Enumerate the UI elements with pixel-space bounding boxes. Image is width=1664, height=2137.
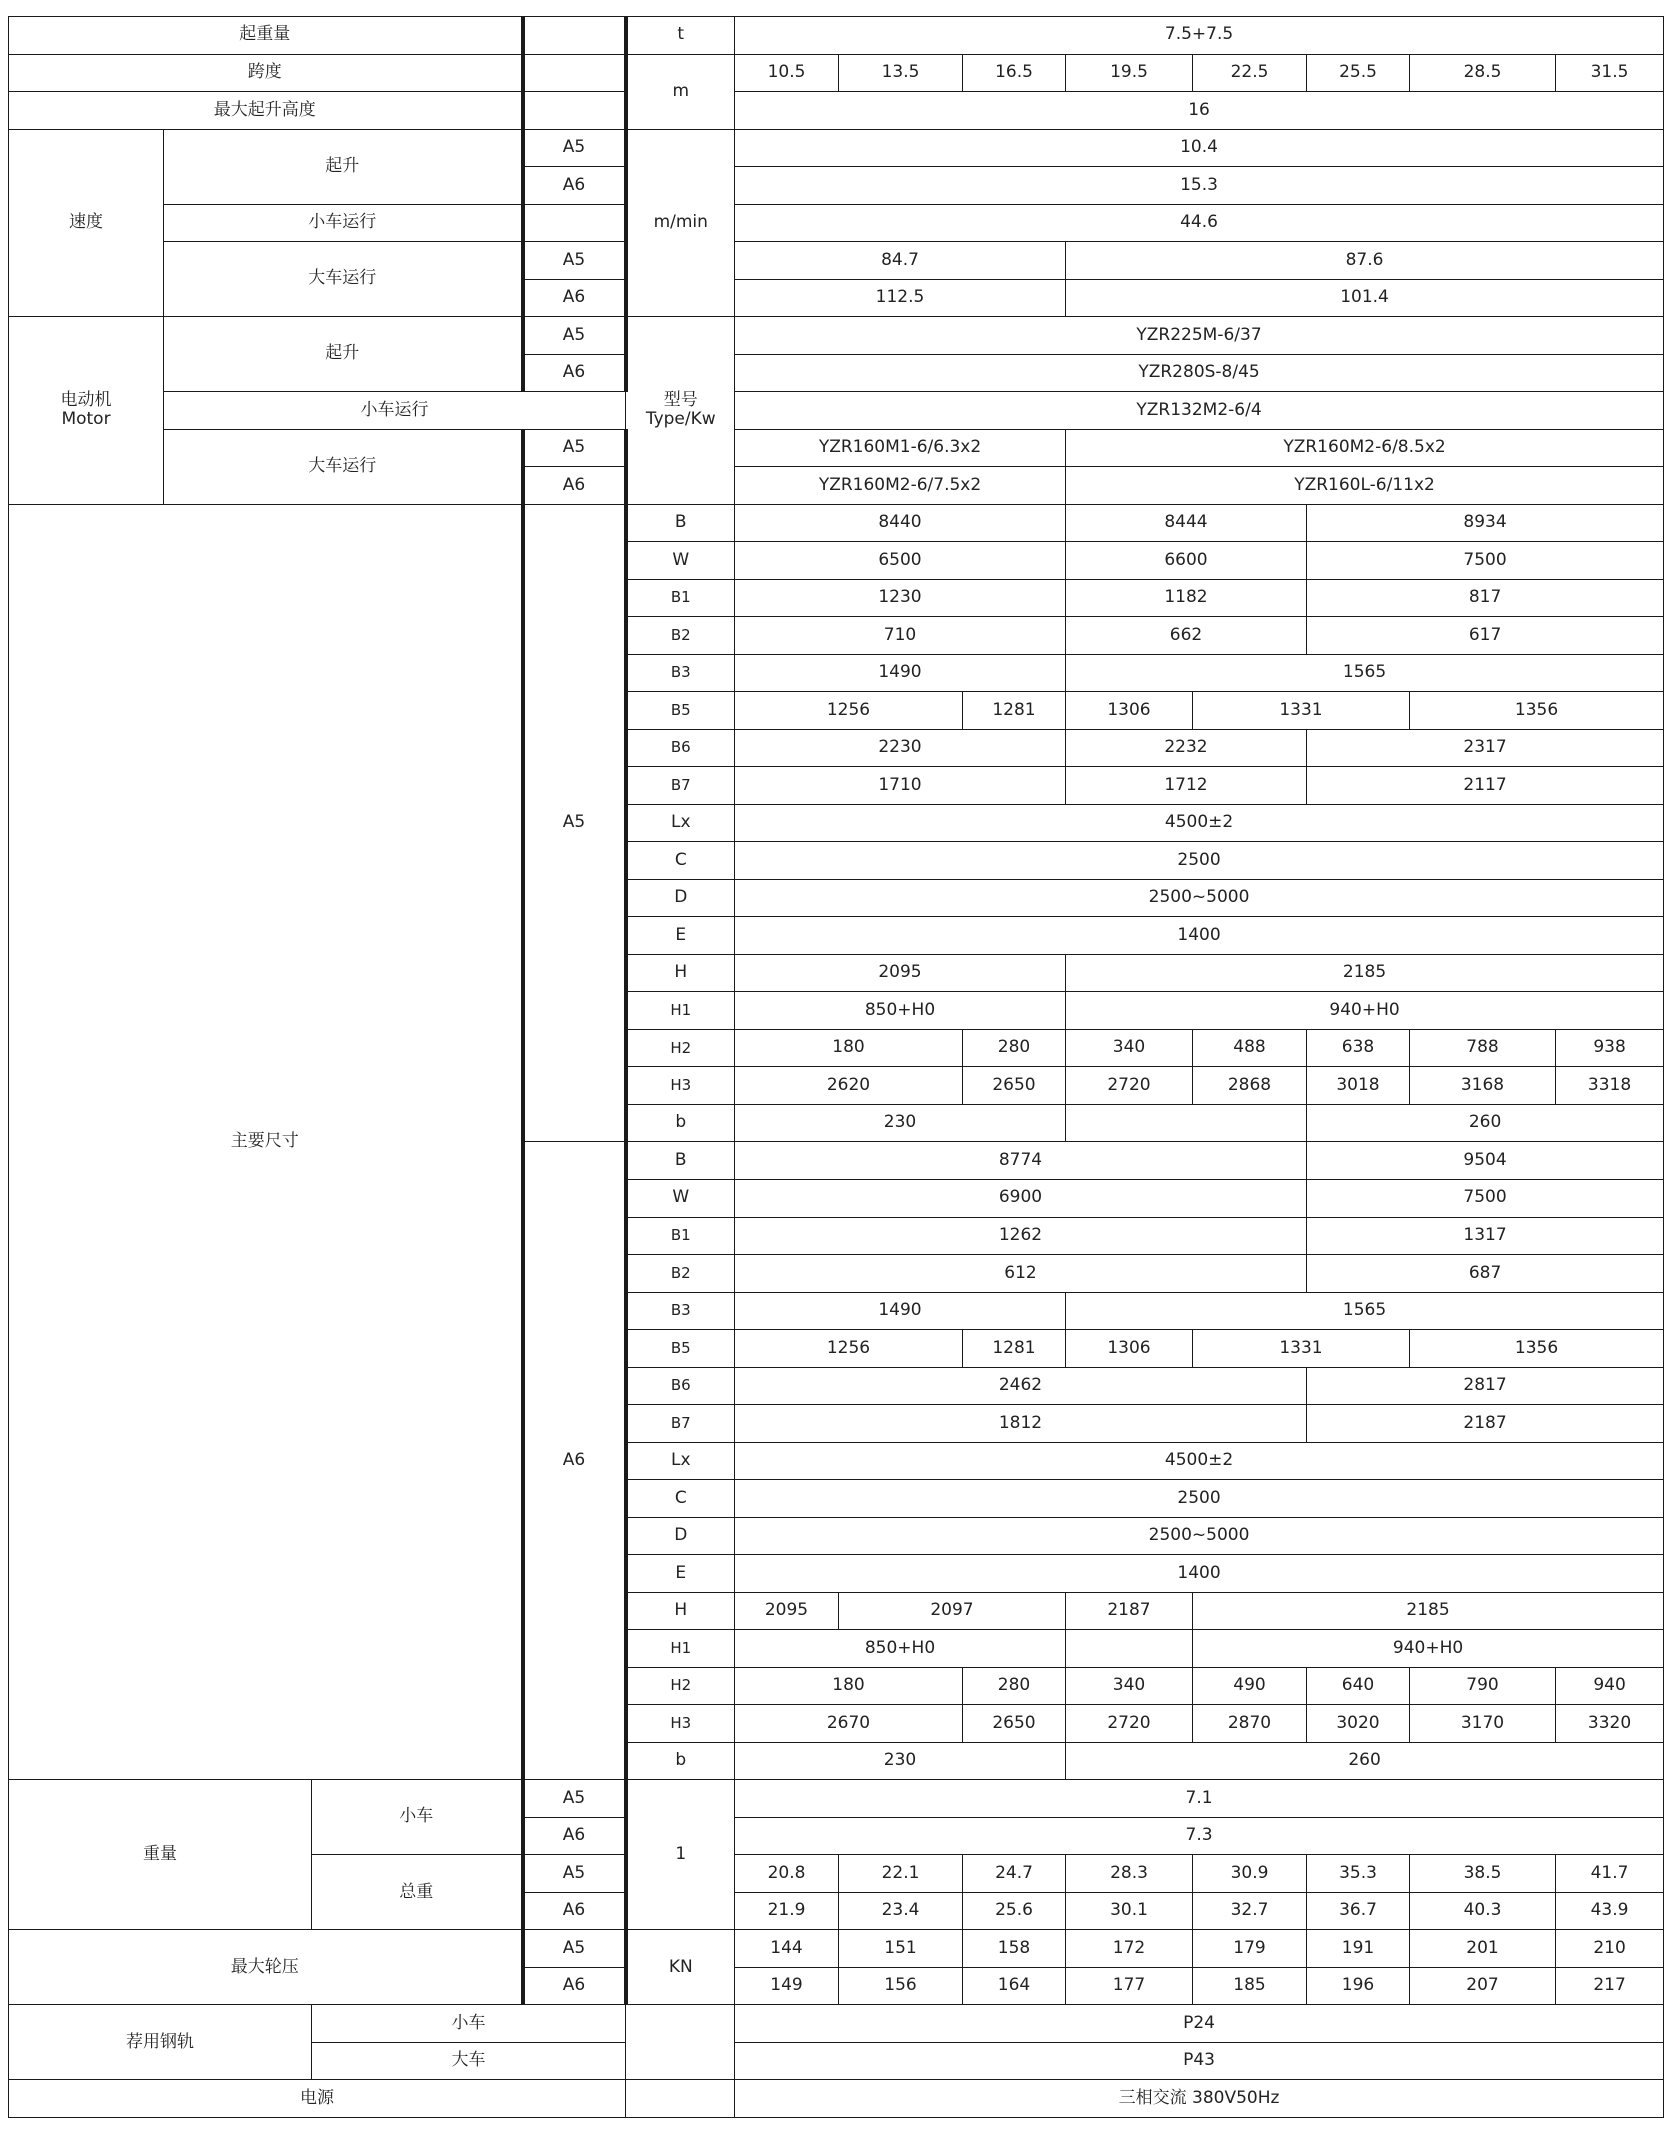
table-cell: A5 — [523, 1855, 626, 1893]
table-cell: 940+H0 — [1193, 1630, 1664, 1668]
table-cell: 640 — [1307, 1667, 1410, 1705]
table-cell: 28.5 — [1410, 54, 1556, 92]
table-cell: 1565 — [1066, 654, 1664, 692]
table-cell: 最大轮压 — [9, 1930, 523, 2005]
table-cell: 38.5 — [1410, 1855, 1556, 1893]
table-cell: 25.5 — [1307, 54, 1410, 92]
table-cell: A6 — [523, 1142, 626, 1780]
table-cell: YZR225M-6/37 — [735, 317, 1664, 355]
table-cell: 156 — [839, 1967, 963, 2005]
table-cell: 6500 — [735, 542, 1066, 580]
table-cell: 207 — [1410, 1967, 1556, 2005]
table-cell: 3168 — [1410, 1067, 1556, 1105]
table-cell: 最大起升高度 — [9, 92, 523, 130]
table-cell: 小车运行 — [164, 392, 626, 430]
table-cell: 1565 — [1066, 1292, 1664, 1330]
table-cell: 2870 — [1193, 1705, 1307, 1743]
table-cell: B1 — [626, 1217, 735, 1255]
table-cell: 24.7 — [963, 1855, 1066, 1893]
table-cell: B3 — [626, 654, 735, 692]
table-cell: 8934 — [1307, 504, 1664, 542]
table-cell: 201 — [1410, 1930, 1556, 1968]
table-cell: YZR160M2-6/8.5x2 — [1066, 429, 1664, 467]
table-cell: 起升 — [164, 317, 523, 392]
table-cell — [626, 2080, 735, 2118]
table-cell: 158 — [963, 1930, 1066, 1968]
table-cell: H2 — [626, 1029, 735, 1067]
table-cell: 43.9 — [1556, 1892, 1664, 1930]
table-cell: 1306 — [1066, 1330, 1193, 1368]
table-cell: 1812 — [735, 1405, 1307, 1443]
table-cell: 22.5 — [1193, 54, 1307, 92]
table-cell: 662 — [1066, 617, 1307, 655]
table-cell: 1400 — [735, 917, 1664, 955]
table-cell: 荐用钢轨 — [9, 2005, 312, 2080]
table-cell — [523, 92, 626, 130]
table-cell: 2650 — [963, 1067, 1066, 1105]
table-cell: 型号 Type/Kw — [626, 317, 735, 505]
table-cell: A6 — [523, 1892, 626, 1930]
table-cell: 1256 — [735, 1330, 963, 1368]
table-row — [9, 317, 1664, 355]
table-cell: 940+H0 — [1066, 992, 1664, 1030]
table-cell: 101.4 — [1066, 279, 1664, 317]
table-cell: A5 — [523, 242, 626, 280]
table-cell: A6 — [523, 467, 626, 505]
table-cell: 340 — [1066, 1029, 1193, 1067]
table-cell: 790 — [1410, 1667, 1556, 1705]
table-cell — [1066, 1104, 1307, 1142]
table-cell: A5 — [523, 504, 626, 1142]
table-cell: 172 — [1066, 1930, 1193, 1968]
table-cell: B7 — [626, 767, 735, 805]
table-cell: A5 — [523, 1930, 626, 1968]
table-cell: 大车 — [312, 2042, 626, 2080]
table-cell: 20.8 — [735, 1855, 839, 1893]
table-cell: 280 — [963, 1667, 1066, 1705]
table-cell: YZR132M2-6/4 — [735, 392, 1664, 430]
table-cell: 180 — [735, 1667, 963, 1705]
table-cell: YZR160M1-6/6.3x2 — [735, 429, 1066, 467]
table-cell — [523, 17, 626, 55]
table-cell: t — [626, 17, 735, 55]
table-cell: 32.7 — [1193, 1892, 1307, 1930]
table-cell: 1256 — [735, 692, 963, 730]
table-cell: H1 — [626, 992, 735, 1030]
table-cell: Lx — [626, 1442, 735, 1480]
table-cell: 490 — [1193, 1667, 1307, 1705]
table-cell: 210 — [1556, 1930, 1664, 1968]
table-cell: 1331 — [1193, 1330, 1410, 1368]
table-row — [9, 92, 1664, 130]
table-cell: 电动机 Motor — [9, 317, 164, 505]
table-cell: 2817 — [1307, 1367, 1664, 1405]
table-cell: B6 — [626, 1367, 735, 1405]
table-cell: 850+H0 — [735, 992, 1066, 1030]
table-row — [9, 392, 1664, 430]
table-cell: 2462 — [735, 1367, 1307, 1405]
table-row — [9, 129, 1664, 167]
table-cell: B2 — [626, 1255, 735, 1293]
table-cell: B5 — [626, 1330, 735, 1368]
table-cell: 41.7 — [1556, 1855, 1664, 1893]
table-row — [9, 429, 1664, 467]
table-cell: m — [626, 54, 735, 129]
table-cell: 260 — [1066, 1742, 1664, 1780]
table-cell: A5 — [523, 317, 626, 355]
table-cell: 280 — [963, 1029, 1066, 1067]
table-cell: 340 — [1066, 1667, 1193, 1705]
table-cell: m/min — [626, 129, 735, 317]
table-cell: A5 — [523, 429, 626, 467]
table-cell: 2187 — [1066, 1592, 1193, 1630]
table-cell: 1710 — [735, 767, 1066, 805]
table-cell: 2720 — [1066, 1067, 1193, 1105]
table-cell: 638 — [1307, 1029, 1410, 1067]
table-cell: 40.3 — [1410, 1892, 1556, 1930]
table-cell: 87.6 — [1066, 242, 1664, 280]
table-cell: b — [626, 1104, 735, 1142]
table-cell: 大车运行 — [164, 429, 523, 504]
table-cell: 3318 — [1556, 1067, 1664, 1105]
table-cell: A5 — [523, 129, 626, 167]
table-cell: 2185 — [1193, 1592, 1664, 1630]
table-cell: 2187 — [1307, 1405, 1664, 1443]
table-cell: 3170 — [1410, 1705, 1556, 1743]
table-cell: 850+H0 — [735, 1630, 1066, 1668]
table-cell: 2230 — [735, 729, 1066, 767]
table-cell: 44.6 — [735, 204, 1664, 242]
table-row — [9, 2005, 1664, 2043]
table-cell: 1262 — [735, 1217, 1307, 1255]
table-cell: B1 — [626, 579, 735, 617]
table-cell: 主要尺寸 — [9, 504, 523, 1780]
table-cell: B — [626, 1142, 735, 1180]
table-cell: 16.5 — [963, 54, 1066, 92]
table-cell: W — [626, 1179, 735, 1217]
table-cell: 612 — [735, 1255, 1307, 1293]
table-cell: YZR160L-6/11x2 — [1066, 467, 1664, 505]
table-cell: 2650 — [963, 1705, 1066, 1743]
table-cell: 28.3 — [1066, 1855, 1193, 1893]
table-cell: 小车 — [312, 2005, 626, 2043]
table-cell: B — [626, 504, 735, 542]
table-cell: 9504 — [1307, 1142, 1664, 1180]
table-cell: 1490 — [735, 1292, 1066, 1330]
table-cell: 710 — [735, 617, 1066, 655]
table-cell: 21.9 — [735, 1892, 839, 1930]
table-cell: 30.1 — [1066, 1892, 1193, 1930]
table-cell: 22.1 — [839, 1855, 963, 1893]
table-cell: 2620 — [735, 1067, 963, 1105]
table-cell: 6900 — [735, 1179, 1307, 1217]
table-cell: YZR160M2-6/7.5x2 — [735, 467, 1066, 505]
table-cell: 112.5 — [735, 279, 1066, 317]
table-cell: 4500±2 — [735, 1442, 1664, 1480]
table-cell: 小车运行 — [164, 204, 523, 242]
table-cell: 16 — [735, 92, 1664, 130]
table-row — [9, 204, 1664, 242]
table-cell: 速度 — [9, 129, 164, 317]
table-cell: 1356 — [1410, 692, 1664, 730]
table-cell: A5 — [523, 1780, 626, 1818]
table-cell: C — [626, 1480, 735, 1518]
table-cell: 7.5+7.5 — [735, 17, 1664, 55]
table-cell: 2097 — [839, 1592, 1066, 1630]
table-cell: 1306 — [1066, 692, 1193, 730]
table-cell: 2500 — [735, 1480, 1664, 1518]
table-cell: 144 — [735, 1930, 839, 1968]
table-cell: 13.5 — [839, 54, 963, 92]
table-cell: H3 — [626, 1705, 735, 1743]
table-cell: D — [626, 879, 735, 917]
table-row — [9, 242, 1664, 280]
table-cell: 15.3 — [735, 167, 1664, 205]
table-cell: B2 — [626, 617, 735, 655]
table-cell: 230 — [735, 1104, 1066, 1142]
table-cell: 3320 — [1556, 1705, 1664, 1743]
table-cell: E — [626, 1555, 735, 1593]
table-cell: 179 — [1193, 1930, 1307, 1968]
table-cell: 2317 — [1307, 729, 1664, 767]
table-cell: 1400 — [735, 1555, 1664, 1593]
table-cell: H2 — [626, 1667, 735, 1705]
table-cell: C — [626, 842, 735, 880]
table-cell: D — [626, 1517, 735, 1555]
table-cell: 7.3 — [735, 1817, 1664, 1855]
table-cell: 196 — [1307, 1967, 1410, 2005]
table-cell: 2500~5000 — [735, 1517, 1664, 1555]
table-cell: 180 — [735, 1029, 963, 1067]
table-cell: A6 — [523, 167, 626, 205]
table-cell: 10.5 — [735, 54, 839, 92]
table-cell: 7500 — [1307, 1179, 1664, 1217]
table-cell: P24 — [735, 2005, 1664, 2043]
table-cell: 817 — [1307, 579, 1664, 617]
table-cell: H — [626, 1592, 735, 1630]
table-cell — [1066, 1630, 1193, 1668]
table-cell: 191 — [1307, 1930, 1410, 1968]
table-cell: 10.4 — [735, 129, 1664, 167]
table-cell: H — [626, 954, 735, 992]
table-cell: Lx — [626, 804, 735, 842]
table-cell: E — [626, 917, 735, 955]
table-row — [9, 1930, 1664, 1968]
table-cell: 2500~5000 — [735, 879, 1664, 917]
table-cell: 2095 — [735, 954, 1066, 992]
table-cell: 1490 — [735, 654, 1066, 692]
table-cell: A6 — [523, 1967, 626, 2005]
table-cell: A6 — [523, 279, 626, 317]
table-cell — [523, 54, 626, 92]
table-cell: 2185 — [1066, 954, 1664, 992]
table-cell — [523, 204, 626, 242]
table-cell: 23.4 — [839, 1892, 963, 1930]
table-cell: 1230 — [735, 579, 1066, 617]
table-row — [9, 54, 1664, 92]
table-cell: KN — [626, 1930, 735, 2005]
table-row — [9, 504, 1664, 542]
table-cell: 36.7 — [1307, 1892, 1410, 1930]
table-cell: 687 — [1307, 1255, 1664, 1293]
table-cell: 2720 — [1066, 1705, 1193, 1743]
table-cell: 151 — [839, 1930, 963, 1968]
table-cell: 1281 — [963, 692, 1066, 730]
table-cell: 小车 — [312, 1780, 523, 1855]
table-cell: A6 — [523, 354, 626, 392]
table-cell: H3 — [626, 1067, 735, 1105]
table-cell: B6 — [626, 729, 735, 767]
table-cell: 1331 — [1193, 692, 1410, 730]
table-cell: 1317 — [1307, 1217, 1664, 1255]
table-cell: 大车运行 — [164, 242, 523, 317]
table-cell: 2117 — [1307, 767, 1664, 805]
table-cell: YZR280S-8/45 — [735, 354, 1664, 392]
table-cell: 164 — [963, 1967, 1066, 2005]
table-cell: 起升 — [164, 129, 523, 204]
table-cell: 19.5 — [1066, 54, 1193, 92]
table-cell: B3 — [626, 1292, 735, 1330]
table-cell — [626, 2005, 735, 2080]
table-row — [9, 2080, 1664, 2118]
table-cell: 177 — [1066, 1967, 1193, 2005]
table-cell: 217 — [1556, 1967, 1664, 2005]
table-cell: 25.6 — [963, 1892, 1066, 1930]
table-cell: 3018 — [1307, 1067, 1410, 1105]
table-row — [9, 1780, 1664, 1818]
table-cell: P43 — [735, 2042, 1664, 2080]
table-cell: 1356 — [1410, 1330, 1664, 1368]
table-cell: 938 — [1556, 1029, 1664, 1067]
table-cell: 8444 — [1066, 504, 1307, 542]
table-cell: 2232 — [1066, 729, 1307, 767]
table-cell: 重量 — [9, 1780, 312, 1930]
table-cell: 149 — [735, 1967, 839, 2005]
table-cell: 3020 — [1307, 1705, 1410, 1743]
table-cell: B5 — [626, 692, 735, 730]
table-cell: 7500 — [1307, 542, 1664, 580]
table-cell: 2500 — [735, 842, 1664, 880]
table-cell: 电源 — [9, 2080, 626, 2118]
table-cell: 84.7 — [735, 242, 1066, 280]
table-cell: 8440 — [735, 504, 1066, 542]
table-cell: B7 — [626, 1405, 735, 1443]
spec-table — [8, 16, 1664, 2118]
table-cell: 617 — [1307, 617, 1664, 655]
table-cell: 1281 — [963, 1330, 1066, 1368]
table-cell: 三相交流 380V50Hz — [735, 2080, 1664, 2118]
table-cell: b — [626, 1742, 735, 1780]
table-cell: 185 — [1193, 1967, 1307, 2005]
table-cell: 230 — [735, 1742, 1066, 1780]
table-cell: 2868 — [1193, 1067, 1307, 1105]
table-cell: 2670 — [735, 1705, 963, 1743]
table-cell: 跨度 — [9, 54, 523, 92]
table-cell: 31.5 — [1556, 54, 1664, 92]
table-cell: 260 — [1307, 1104, 1664, 1142]
table-cell: 940 — [1556, 1667, 1664, 1705]
spec-table-body — [9, 17, 1664, 2118]
table-cell: 4500±2 — [735, 804, 1664, 842]
table-row — [9, 17, 1664, 55]
table-cell: 1 — [626, 1780, 735, 1930]
table-cell: 总重 — [312, 1855, 523, 1930]
table-cell: 488 — [1193, 1029, 1307, 1067]
table-cell: H1 — [626, 1630, 735, 1668]
table-cell: W — [626, 542, 735, 580]
table-cell: 1712 — [1066, 767, 1307, 805]
table-cell: 8774 — [735, 1142, 1307, 1180]
table-cell: 1182 — [1066, 579, 1307, 617]
table-cell: 788 — [1410, 1029, 1556, 1067]
table-cell: 35.3 — [1307, 1855, 1410, 1893]
table-cell: A6 — [523, 1817, 626, 1855]
table-cell: 2095 — [735, 1592, 839, 1630]
table-cell: 起重量 — [9, 17, 523, 55]
table-cell: 30.9 — [1193, 1855, 1307, 1893]
table-cell: 7.1 — [735, 1780, 1664, 1818]
table-cell: 6600 — [1066, 542, 1307, 580]
